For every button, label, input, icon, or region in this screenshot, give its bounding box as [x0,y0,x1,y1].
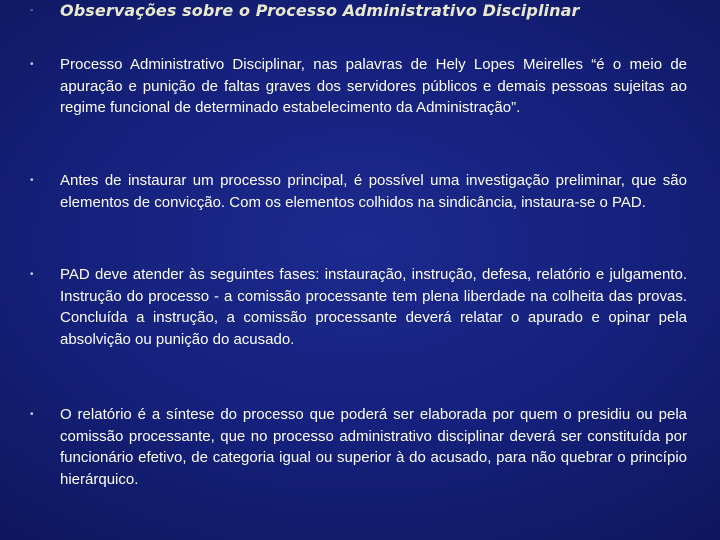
bullet-text-2: Antes de instaurar um processo principal, é possível uma investigação preliminar, que são elementos de convicção. Com os elementos colhidos na sindicância, instaura-se o PAD. [60,172,687,211]
bullet-text-3: PAD deve atender às seguintes fases: instauração, instrução, defesa, relatório e julgamento. Instrução do processo - a comissão processante tem plena liberdade na colheita das provas. Concluída a instrução, a comissão processante deverá relatar o apurado e opinar pela absolvição ou punição do acusado. [60,266,687,348]
bullet-text-4: O relatório é a síntese do processo que poderá ser elaborada por quem o presidiu ou pela comissão processante, que no processo administrativo disciplinar deverá ser constituída por funcionário efetivo, de categoria igual ou superior à do acusado, para não quebrar o princípio hierárquico. [60,406,687,488]
bullet-item-3 [30,264,690,350]
bullet-dot: • [30,269,34,280]
bullet-item-1 [30,54,690,119]
bullet-item-4 [30,404,690,490]
slide-title: Observações sobre o Processo Administrativo Disciplinar [60,1,580,20]
bullet-dot: • [30,59,34,70]
bullet-item-2 [30,170,690,213]
title-row [30,0,580,22]
bullet-dot: • [30,409,34,420]
bullet-dot: • [30,175,34,186]
title-bullet: - [30,5,34,16]
bullet-text-1: Processo Administrativo Disciplinar, nas palavras de Hely Lopes Meirelles “é o meio de apuração e punição de faltas graves dos servidores públicos e demais pessoas sujeitas ao regime funcional de determinado estabelecimento da Administração”. [60,56,687,116]
